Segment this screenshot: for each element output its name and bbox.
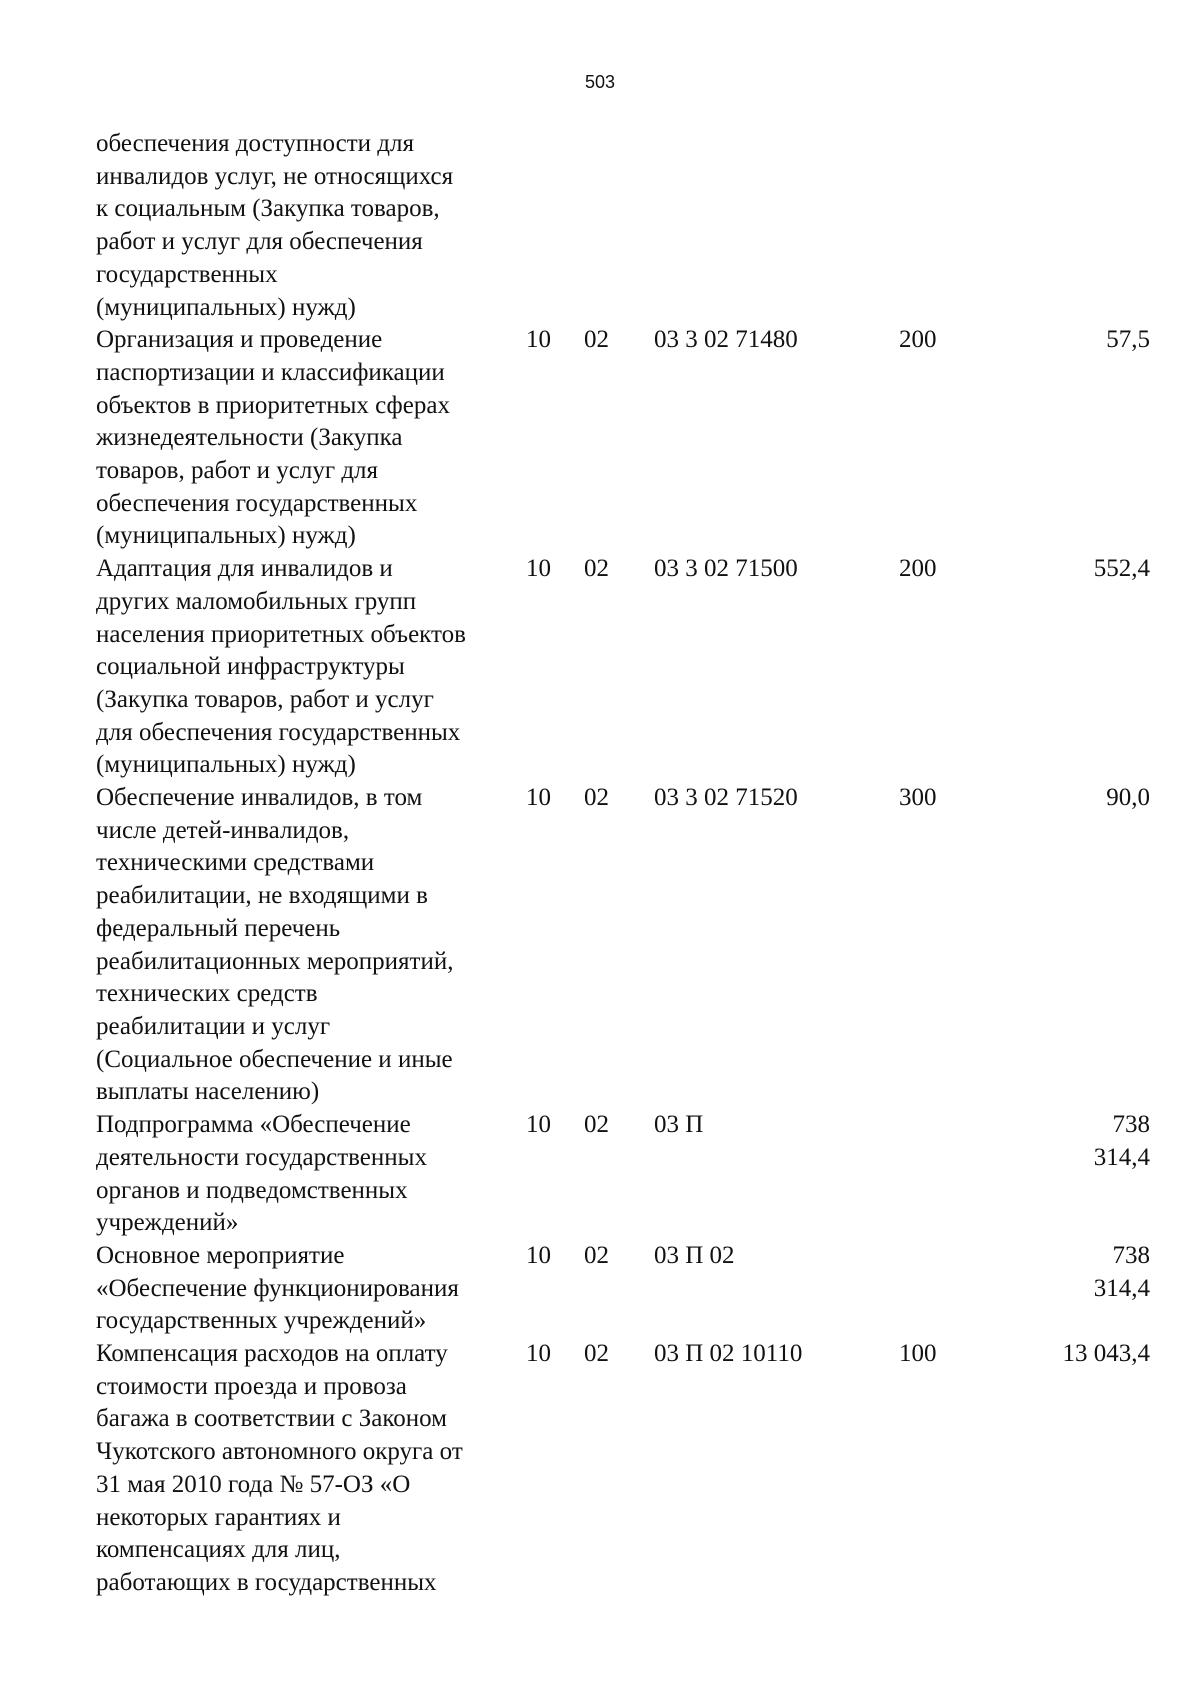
amount: 90,0: [1106, 784, 1150, 812]
budget-table: [96, 128, 1150, 1600]
amount: [1054, 128, 1150, 324]
amount: 738 314,4: [1093, 1111, 1150, 1171]
item-name: обеспечения доступности для инвалидов услуг, не относящихся к социальным (Закупка товаров, работ и услуг для обеспечения государственных (муниципальных) нужд): [96, 130, 454, 321]
expense-type-code: [899, 1240, 1054, 1338]
table-row: [96, 324, 1150, 553]
expense-type-code: [899, 128, 1054, 324]
subsection-code: 02: [584, 1241, 609, 1269]
expense-type-code: 300: [899, 784, 937, 812]
subsection-code: 02: [584, 555, 609, 583]
target-article-code: 03 П 02: [654, 1241, 735, 1269]
section-code: 10: [526, 1340, 551, 1368]
table-row: [96, 1240, 1150, 1338]
page-number: 503: [584, 72, 616, 92]
table-row: [96, 1109, 1150, 1240]
target-article-code: 03 3 02 71520: [654, 784, 798, 812]
amount: 552,4: [1093, 555, 1150, 583]
table-row: [96, 782, 1150, 1109]
expense-type-code: [899, 1109, 1054, 1240]
section-code: 10: [526, 1111, 551, 1139]
target-article-code: 03 П 02 10110: [654, 1340, 803, 1368]
subsection-code: 02: [584, 1111, 609, 1139]
item-name: Организация и проведение паспортизации и классификации объектов в приоритетных сферах жизнедеятельности (Закупка товаров, работ и услуг для обеспечения государственных (муниципальных) нужд): [96, 326, 450, 550]
section-code: 10: [526, 1241, 551, 1269]
expense-type-code: 100: [899, 1340, 937, 1368]
amount: 738 314,4: [1093, 1241, 1150, 1302]
amount: 57,5: [1106, 326, 1150, 354]
table-row: [96, 1338, 1150, 1600]
section-code: 10: [526, 784, 551, 812]
section-code: 10: [526, 326, 551, 354]
subsection-code: [584, 128, 654, 324]
subsection-code: 02: [584, 784, 609, 812]
target-article-code: 03 П: [654, 1111, 704, 1139]
subsection-code: 02: [584, 1340, 609, 1368]
subsection-code: 02: [584, 326, 609, 354]
amount: 13 043,4: [1062, 1340, 1150, 1368]
item-name: Обеспечение инвалидов, в том числе детей-инвалидов, техническими средствами реабилитации, не входящими в федеральный перечень реабилитационных мероприятий, технических средств реабилитации и услуг (Социальное обеспечение и иные выплаты населению): [96, 784, 454, 1106]
expense-type-code: 200: [899, 326, 937, 354]
table-row: [96, 128, 1150, 324]
table-row: [96, 553, 1150, 782]
section-code: [526, 128, 584, 324]
item-name: Основное мероприятие «Обеспечение функционирования государственных учреждений»: [96, 1241, 459, 1335]
item-name: Компенсация расходов на оплату стоимости проезда и провоза багажа в соответствии с Законом Чукотского автономного округа от 31 мая 2010 года № 57-ОЗ «О некоторых гарантиях и компенсациях для лиц, работающих в государственных: [96, 1340, 463, 1596]
item-name: Адаптация для инвалидов и других маломобильных групп населения приоритетных объектов социальной инфраструктуры (Закупка товаров, работ и услуг для обеспечения государственных (муниципальных) нужд): [96, 555, 466, 779]
target-article-code: 03 3 02 71500: [654, 555, 798, 583]
section-code: 10: [526, 555, 551, 583]
target-article-code: [654, 128, 899, 324]
target-article-code: 03 3 02 71480: [654, 326, 798, 354]
expense-type-code: 200: [899, 555, 937, 583]
item-name: Подпрограмма «Обеспечение деятельности государственных органов и подведомственных учреждений»: [96, 1111, 427, 1237]
